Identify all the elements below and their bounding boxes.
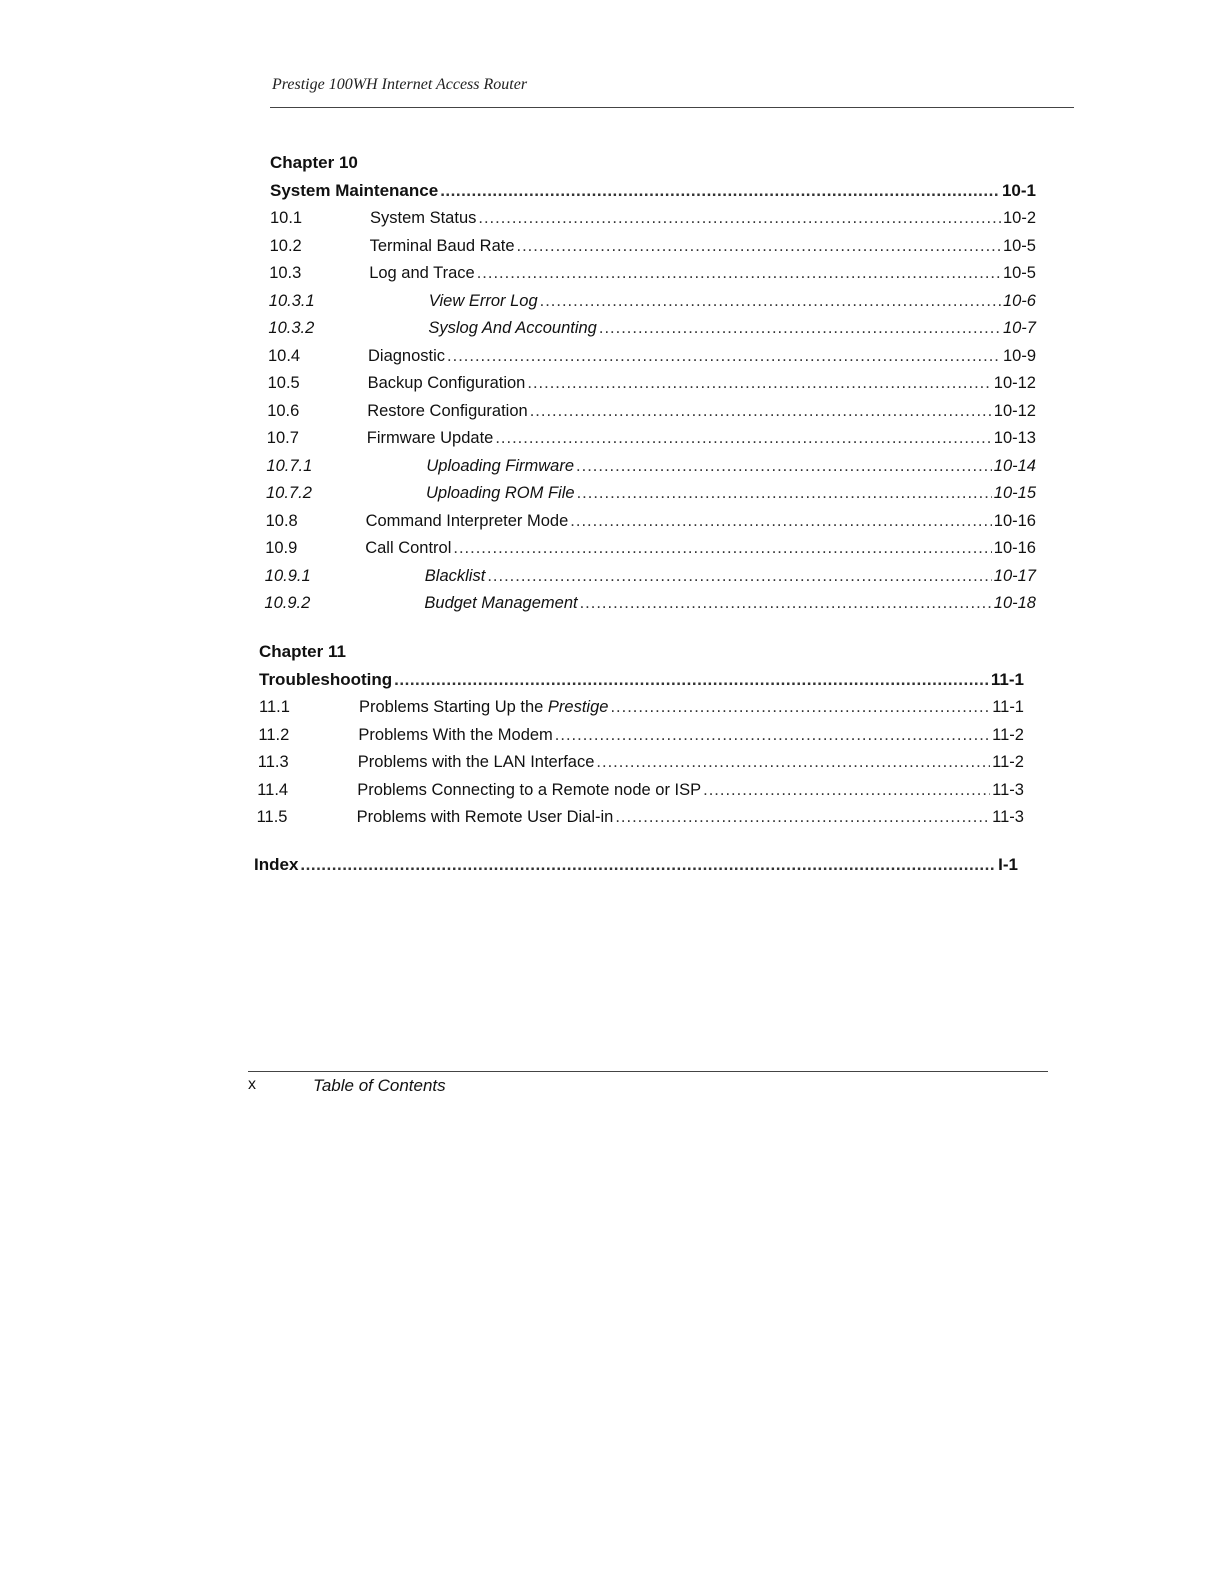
dot-leader [447, 347, 1001, 366]
toc-entry[interactable] [257, 808, 1024, 827]
entry-number: 11.5 [256, 808, 288, 826]
entry-number: 10.4 [268, 346, 301, 365]
chapter-title-row[interactable] [259, 670, 1024, 690]
dot-leader [555, 726, 990, 745]
entry-number: 10.7 [266, 429, 299, 447]
footer-title: Table of Contents [313, 1076, 446, 1095]
dot-leader [527, 374, 991, 393]
entry-title: Blacklist [424, 566, 486, 585]
toc-entry[interactable] [267, 429, 1036, 448]
entry-title: Budget Management [424, 594, 578, 612]
dot-leader [530, 402, 992, 421]
entry-title-italic: Prestige [547, 698, 609, 716]
toc-entry[interactable] [264, 594, 1036, 613]
entry-title: Terminal Baud Rate [369, 236, 515, 255]
toc-entry[interactable] [269, 292, 1036, 311]
entry-page-ref: 10-12 [993, 374, 1036, 392]
toc-entry[interactable] [270, 209, 1036, 228]
dot-leader [517, 237, 1001, 256]
entry-title: Firmware Update [366, 429, 494, 447]
footer-rule [248, 1071, 1048, 1072]
chapter-title: Troubleshooting [259, 670, 393, 689]
dot-leader [596, 753, 990, 772]
entry-page-ref: 10-5 [1002, 236, 1036, 255]
dot-leader [570, 512, 992, 531]
entry-title: Problems Starting Up the Prestige [359, 698, 609, 716]
entry-number: 10.7.2 [266, 484, 312, 502]
entry-page-ref: 10-16 [993, 511, 1036, 530]
toc-entry[interactable] [259, 698, 1024, 717]
toc-entry[interactable] [266, 457, 1036, 476]
entry-number: 10.9.2 [264, 594, 311, 612]
index-page-ref: I-1 [998, 855, 1018, 874]
header-rule [270, 107, 1074, 108]
dot-leader [610, 698, 990, 717]
entry-title: Uploading Firmware [426, 456, 575, 475]
entry-page-ref: 11-1 [992, 698, 1024, 716]
chapter-label: Chapter 11 [259, 642, 346, 661]
entry-title: Command Interpreter Mode [365, 511, 569, 530]
entry-number: 10.5 [267, 374, 300, 392]
entry-page-ref: 10-13 [993, 429, 1036, 447]
entry-number: 10.3.2 [268, 319, 315, 337]
toc-entry[interactable] [268, 347, 1036, 366]
running-header: Prestige 100WH Internet Access Router [272, 76, 528, 93]
chapter-title-row[interactable] [270, 181, 1036, 201]
dot-leader [440, 181, 1000, 201]
dot-leader [487, 567, 991, 586]
entry-page-ref: 10-5 [1002, 264, 1036, 282]
entry-page-ref: 10-14 [993, 456, 1036, 475]
entry-title: System Status [370, 209, 477, 227]
entry-title: Problems Connecting to a Remote node or ISP [357, 780, 702, 799]
dot-leader [599, 319, 1001, 338]
entry-number: 11.1 [259, 698, 290, 716]
entry-page-ref: 10-6 [1002, 291, 1036, 310]
footer-page-number: x [248, 1076, 256, 1093]
chapter-page-ref: 10-1 [1001, 181, 1036, 200]
entry-title: Problems With the Modem [358, 725, 553, 744]
entry-number: 10.3.1 [268, 291, 315, 310]
dot-leader [495, 429, 991, 448]
entry-title: Backup Configuration [367, 374, 526, 392]
toc-entry[interactable] [267, 402, 1036, 421]
entry-page-ref: 11-3 [992, 808, 1024, 826]
chapter-label: Chapter 10 [270, 153, 358, 172]
entry-number: 10.9.1 [264, 566, 311, 585]
entry-number: 10.2 [269, 236, 302, 255]
entry-title: Restore Configuration [367, 401, 528, 420]
entry-page-ref: 10-17 [993, 566, 1036, 585]
entry-number: 10.3 [269, 264, 302, 282]
entry-number: 10.9 [265, 539, 298, 557]
entry-title: View Error Log [428, 291, 538, 310]
entry-title: Diagnostic [368, 346, 446, 365]
entry-number: 11.4 [257, 780, 289, 799]
dot-leader [577, 484, 992, 503]
entry-title: Problems with the LAN Interface [357, 753, 595, 771]
entry-title: Call Control [365, 539, 452, 557]
entry-page-ref: 10-2 [1002, 209, 1036, 227]
toc-entry[interactable] [268, 374, 1036, 393]
entry-title: Problems with Remote User Dial-in [356, 808, 614, 826]
entry-page-ref: 11-2 [992, 753, 1024, 771]
chapter-page-ref: 11-1 [990, 670, 1024, 689]
dot-leader [478, 209, 1001, 228]
entry-page-ref: 10-18 [993, 594, 1036, 612]
entry-number: 10.8 [265, 511, 298, 530]
entry-title: Log and Trace [369, 264, 475, 282]
entry-title: Syslog And Accounting [428, 319, 597, 337]
index-row[interactable] [254, 855, 1018, 875]
dot-leader [453, 539, 991, 558]
toc-entry[interactable] [257, 781, 1024, 800]
toc-entry[interactable] [270, 237, 1036, 256]
entry-number: 10.6 [267, 401, 300, 420]
toc-entry[interactable] [266, 484, 1036, 503]
entry-title: Uploading ROM File [426, 484, 575, 502]
entry-number: 11.3 [257, 753, 289, 771]
entry-number: 10.7.1 [266, 456, 313, 475]
chapter-title: System Maintenance [270, 181, 439, 200]
dot-leader [394, 670, 989, 690]
entry-page-ref: 10-15 [993, 484, 1036, 502]
dot-leader [540, 292, 1001, 311]
toc-entry[interactable] [258, 726, 1024, 745]
entry-page-ref: 10-7 [1002, 319, 1036, 337]
dot-leader [580, 594, 992, 613]
dot-leader [615, 808, 990, 827]
dot-leader [576, 457, 992, 476]
toc-entry[interactable] [268, 319, 1036, 338]
entry-page-ref: 11-3 [992, 780, 1024, 799]
entry-number: 10.1 [270, 209, 303, 227]
entry-page-ref: 10-16 [993, 539, 1036, 557]
dot-leader [703, 781, 990, 800]
entry-page-ref: 11-2 [992, 725, 1024, 744]
toc-entry[interactable] [265, 539, 1036, 558]
entry-page-ref: 10-12 [993, 401, 1036, 420]
toc-entry[interactable] [266, 512, 1036, 531]
entry-number: 11.2 [258, 725, 290, 744]
toc-entry[interactable] [269, 264, 1036, 283]
dot-leader [477, 264, 1001, 283]
index-title: Index [254, 855, 299, 874]
toc-entry[interactable] [258, 753, 1024, 772]
toc-entry[interactable] [265, 567, 1036, 586]
entry-page-ref: 10-9 [1002, 346, 1036, 365]
dot-leader [300, 855, 996, 875]
